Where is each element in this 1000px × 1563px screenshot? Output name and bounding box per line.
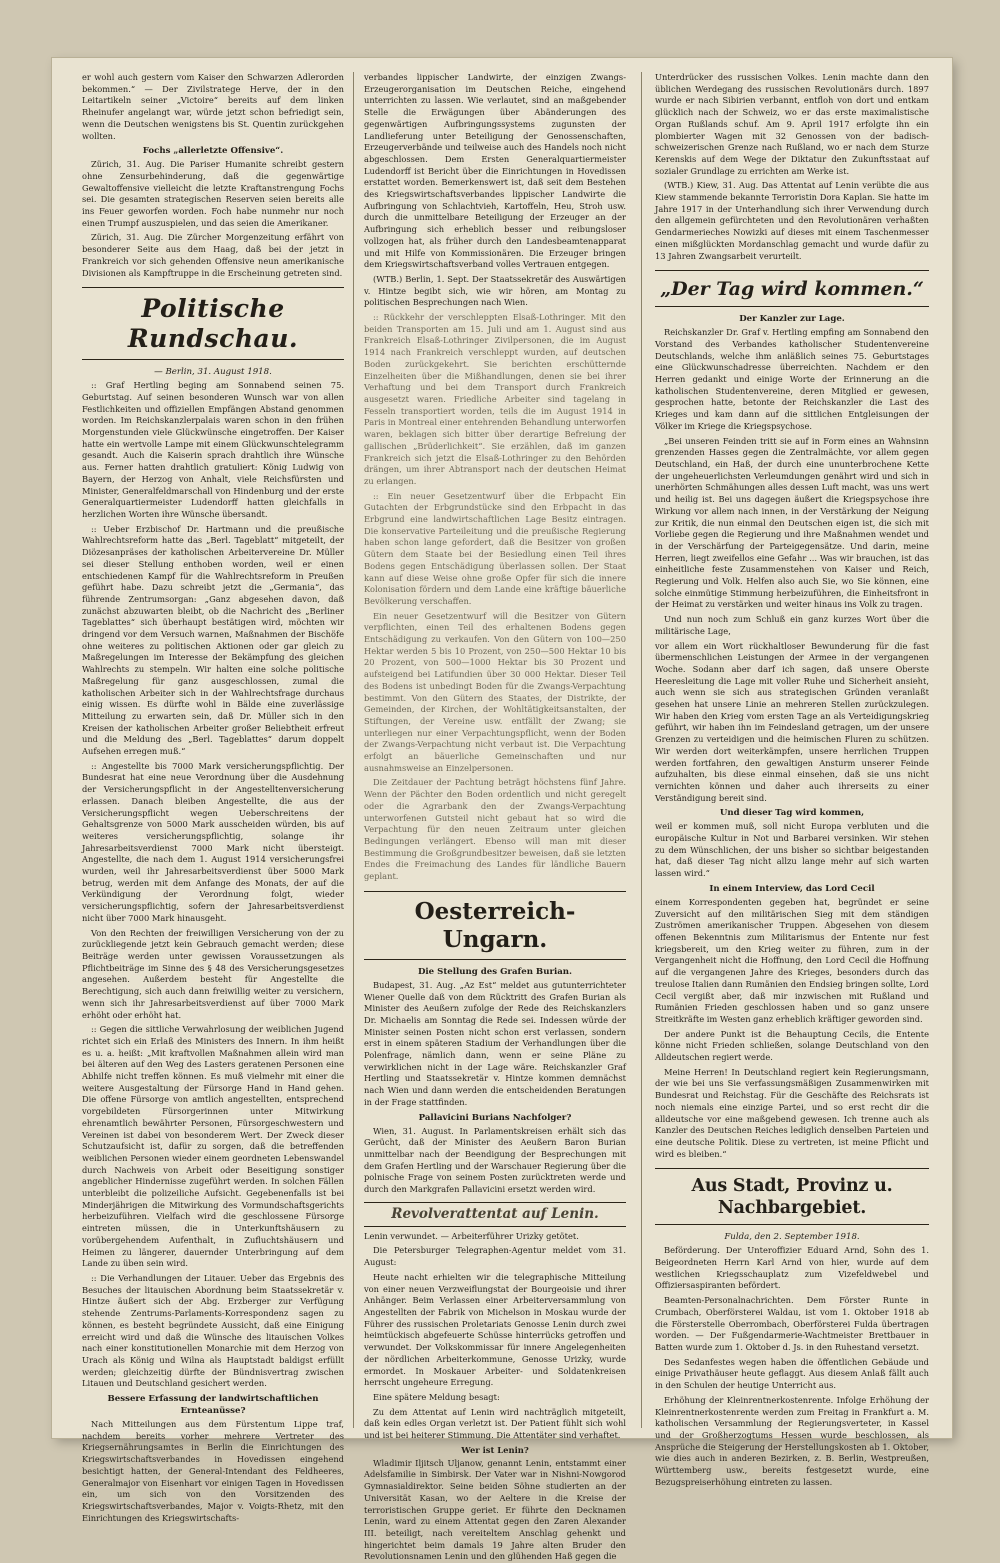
article-paragraph: Lenin verwundet. — Arbeiterführer Urizky getötet. [364,1230,579,1241]
article-paragraph: Die Petersburger Telegraphen-Agentur meldet vom 31. August: [364,1245,626,1268]
article-paragraph: verbandes lippischer Landwirte, der einzigen Zwangs-Erzeugerorganisation im Deutschen Reiche, eingehend unterrichten zu lassen. Wie verlautet, sind an maßgebender Stelle die Erwägungen über Abänderungen des gegenwärtigen Aufbringungssystems zugunsten der Landlieferung unter Beteiligung der Genossenschaften, Erzeugerverbände und teilweise auch des Handels noch nicht abgeschlossen. Dem Ersten Generalquartiermeister Ludendorff ist Bericht über die Einrichtungen in Hovedissen erstattet worden. Bemerkenswert ist, daß seit dem Bestehen des Kriegswirtschaftsverbandes lippischer Landwirte die Aufbringung von Schlachtvieh, Kartoffeln, Heu, Stroh usw. durch die unmittelbare Beteiligung der Erzeuger an der Aufbringung sich erheblich besser und reibungsloser vollzogen hat, als früher durch den Landesbeamtenapparat und mit Hilfe von Kommissionären. Die Erzeuger bringen dem Kriegswirtschaftsverband volles Vertrauen entgegen. [364,72,626,270]
article-paragraph: :: Gegen die sittliche Verwahrlosung der weiblichen Jugend richtet sich ein Erlaß des Ministers des Innern. In ihm heißt es u. a. heißt: „Mit kraftvollen Maßnahmen allein wird man bei älteren auf den Weg des Lasters geratenen Personen eine Abhilfe nicht treffen können. Es muß vielmehr mit einer die weitere Ausgestaltung der Fürsorge Hand in Hand gehen. Die offene Fürsorge von amtlich angestellten, entsprechend vorgebildeten Fürsorgerinnen unter Mitwirkung ehrenamtlich bewährter Personen, Fürsorgeschwestern und Vereinen ist dabei von besonderem Wert. Der Zweck dieser Schutzaufsicht ist, dafür zu sorgen, daß die betreffenden weiblichen Personen wieder einem geordneten Lebenswandel durch Nachweis von Arbeit oder Beseitigung sonstiger angeblicher Hindernisse zugeführt werden. In solchen Fällen unterbleibt die polizeiliche Aufsicht. Gegebenenfalls ist bei Minderjährigen die Mitwirkung des Vormundschaftsgerichts herbeizuführen. Vielfach wird die geschlossene Fürsorge eintreten müssen, die in Unterkunftshäusern zu vorübergehendem Aufenthalt, in Zufluchtshäusern und Heimen zu längerer, dauernder Unterbringung auf dem Lande zu üben sein wird. [82,1024,344,1269]
article-paragraph: Budapest, 31. Aug. „Az Est“ meldet aus gutunterrichteter Wiener Quelle daß von dem Rücktritt des Grafen Burian als Minister des Aeußern zufolge der Rede des Reichskanzlers Dr. Michaelis am Sonntag die Rede sei. Indessen würde der Minister seinen Posten nicht schon erst verlassen, sondern erst in einem späteren Stadium der Verhandlungen über die Polenfrage, nämlich dann, wenn er seine Pläne zu verwirklichen nicht in der Lage wäre. Reichskanzler Graf Hertling und Staatssekretär v. Hintze kommen demnächst nach Wien und dann werden die entscheidenden Beratungen in der Frage stattfinden. [364,979,626,1107]
dateline: — Berlin, 31. August 1918. [154,367,272,378]
column-rule [641,72,642,1428]
section-heading-aus-stadt-provinz: Aus Stadt, Provinz u. Nachbargebiet. [691,1176,893,1219]
article-paragraph: :: Angestellte bis 7000 Mark versicherungspflichtig. Der Bundesrat hat eine neue Verordnung über die Ausdehnung der Versicherungspflicht in der Angestelltenversicherung erlassen. Danach bleiben Angestellte, die aus der Versicherungspflicht wegen Ueberschreitens der Gehaltsgrenze von 5000 Mark ausscheiden würden, bis auf weiteres versicherungspflichtig, solange ihr Jahresarbeitsverdienst 7000 Mark nicht übersteigt. Angestellte, die nach dem 1. August 1914 versicherungsfrei wurden, weil ihr Jahresarbeitsverdienst über 5000 Mark betrug, werden mit dem Anfange des Monats, der auf die Verkündigung der Verordnung folgt, wieder versicherungspflichtig, sofern der Jahresarbeitsverdienst nicht über 7000 Mark hinausgeht. [82,760,344,923]
article-subheading: In einem Interview, das Lord Cecil [709,883,875,894]
article-paragraph: Heute nacht erhielten wir die telegraphische Mitteilung von einer neuen Verzweiflungstat der Bourgeoisie und ihrer Anhänger. Beim Verlassen einer Arbeiterversammlung von Angestellten der Fabrik von Michelson in Moskau wurde der Führer des russischen Proletariats Genosse Lenin durch zwei heimtückisch abgefeuerte Schüsse hinterrücks getroffen und verwundet. Der Volkskommissar für innere Angelegenheiten der nördlichen Arbeiterkommune, Genosse Urizky, wurde ermordet. In Moskauer Arbeiter- und Soldatenkreisen herrscht ungeheure Erregung. [364,1271,626,1388]
article-subheading: Die Stellung des Grafen Burian. [417,966,573,977]
article-paragraph: Unterdrücker des russischen Volkes. Lenin machte dann den üblichen Werdegang des russischen Revolutionärs durch. 1897 wurde er nach Sibirien verbannt, entfloh von dort und entkam glücklich nach der Schweiz, wo er das erste maximalistische Organ Rußlands schuf. Am 9. April 1917 erfolgte ihn ein plombierter Wagen mit 32 Genossen von der badisch-schweizerischen Grenze nach Rußland, wo er nach dem Sturze Kerenskis auf dem Wege der Diktatur den Zukunftsstaat auf sozialer Grundlage zu errichten am Werke ist. [655,72,929,176]
section-heading-revolverattentat: Revolverattentat auf Lenin. [391,1205,599,1222]
section-heading-box [82,287,344,360]
article-paragraph: er wohl auch gestern vom Kaiser den Schwarzen Adlerorden bekommen.“ — Der Zivilstratege Herve, der in den Leitartikeln seiner „Victoire“ bereits auf dem linken Rheinufer angelangt war, würde jetzt schon befriedigt sein, wenn die Deutschen wenigstens bis St. Quentin zurückgehen wollten. [82,72,344,141]
article-paragraph: Zürich, 31. Aug. Die Pariser Humanite schreibt gestern ohne Zensurbehinderung, daß die gegenwärtige Gewaltoffensive vielleicht die letzte Kraftanstrengung Fochs sei. Die gesamten strategischen Reserven seien bereits alle ins Feuer geworfen worden. Foch habe nunmehr nur noch einen Trumpf auszuspielen, und das seien die Amerikaner. [82,159,344,228]
article-paragraph: :: Die Verhandlungen der Litauer. Ueber das Ergebnis des Besuches der litauischen Abordnung beim Staatssekretär v. Hintze äußert sich der Abg. Erzberger zur Verfügung stehende Zentrums-Parlaments-Korrespondenz sagen zu können, es besteht begründete Aussicht, daß eine Einigung erreicht wird und daß die Wünsche des litauischen Volkes nach einer konstitutionellen Monarchie mit dem Herzog von Urach als König und Wilna als Hauptstadt baldigst erfüllt werden; gleichzeitig dürfte der Bündnisvertrag zwischen Litauen und Deutschland gesichert werden. [82,1272,344,1389]
article-paragraph: Wladimir Iljitsch Uljanow, genannt Lenin, entstammt einer Adelsfamilie in Simbirsk. Der Vater war in Nishni-Nowgorod Gymnasialdirektor. Seine beiden Söhne studierten an der Universität Kasan, wo der Aeltere in die Kreise der terroristischen Gruppe geriet. Er führte den Decknamen Lenin, ward zu einem Attentat gegen den Zaren Alexander III. beteiligt, nach vereiteltem Anschlag gehenkt und hingerichtet beim damals 19 Jahre alten Bruder den Revolutionsnamen Lenin und den glühenden Haß gegen die [364,1457,626,1562]
article-paragraph: Wien, 31. August. In Parlamentskreisen erhält sich das Gerücht, daß der Minister des Aeußern Baron Burian unmittelbar nach der Beendigung der Besprechungen mit dem Grafen Hertling und der Warschauer Regierung über die polnische Frage von seinem Posten zurücktreten werde und durch den Markgrafen Pallavicini ersetzt werden wird. [364,1125,626,1195]
article-paragraph: :: Graf Hertling beging am Sonnabend seinen 75. Geburtstag. Auf seinen besonderen Wunsch war von allen Festlichkeiten und offiziellen Empfängen Abstand genommen worden. Im Reichskanzlerpalais waren schon in den frühen Morgenstunden viele Glückwünsche eingetroffen. Der Kaiser hatte ein wertvolle Lampe mit einem Glückwunschtelegramm gesandt. Auch die Kaiserin sprach drahtlich ihre Wünsche aus. Ferner hatten drahtlich gratuliert: König Ludwig von Bayern, der Herzog von Anhalt, viele Reichsfürsten und Minister, Generalfeldmarschall von Hindenburg und der erste Generalquartiermeister Ludendorff hatten gleichfalls in herzlichen Worten ihre Wünsche übersandt. [82,380,344,519]
section-heading-politische-rundschau: Politische Rundschau. [127,294,299,354]
section-heading-box [364,891,626,960]
article-paragraph: Ein neuer Gesetzentwurf will die Besitzer von Gütern verpflichten, einen Teil des erhaltenen Bodens gegen Entschädigung zu verkaufen. Von den Gütern von 100—250 Hektar werden 5 bis 10 Prozent, von 250—500 Hektar 10 bis 20 Prozent, von 500—1000 Hektar bis 30 Prozent und aufsteigend bei Latifundien über 30 000 Hektar. Dieser Teil des Bodens ist unbedingt Boden für die Zwangs-Verpachtung bestimmt. Von den Gütern des Staates, der Distrikte, der Gemeinden, der Kirchen, der Wohltätigkeitsanstalten, der Stiftungen, der Vereine usw. entfällt der Zwang; sie unterliegen nur einer Verpachtungspflicht, wenn der Boden der Zwangs-Verpachtung nicht verbaut ist. Die Verpachtung erfolgt an bäuerliche Gemeinschaften und nur ausnahmsweise an Einzelpersonen. [364,610,626,773]
article-paragraph: Erhöhung der Kleinrentnerkostenrente. Infolge Erhöhung der Kleinrentnerkostenrente werden zum Freitag in Frankfurt a. M. katholischen Versammlung der Regierungsverteter, in Kassel und der Großherzogtums Hessen wurde beschlossen, als Ansprüche die Steigerung der Herstellungskosten ab 1. Oktober, wie dies auch in anderen Bezirken, z. B. Berlin, Westpreußen, Württemberg usw., bereits festgesetzt wurde, eine Bezugspreiserhöhung eintreten zu lassen. [655,1394,929,1487]
article-paragraph: einem Korrespondenten gegeben hat, begründet er seine Zuversicht auf den militärischen Sieg mit dem ständigen Zuströmen amerikanischer Truppen. Abgesehen von diesem offenen Bekenntnis zum Militarismus der Entente nur fest kriegsbereit, um den Krieg weiter zu führen, zum in der Vergangenheit nicht die Hoffnung, den Lord Cecil die Hoffnung auf die vergangenen Jahre des Krieges, besonders durch das treulose Italien dann Rumänien den Endsieg bringen sollte, Lord Cecil vergißt aber, daß mir inzwischen mit Rußland und Rumänien Frieden geschlossen haben und so ganz unsere Streitkräfte im Westen ganz erheblich kräftiger geworden sind. [655,896,929,1024]
section-heading-box [655,270,929,307]
article-paragraph: :: Ein neuer Gesetzentwurf über die Erbpacht Ein Gutachten der Erbgrundstücke sind den Erbpacht in das Erbgrund eine landwirtschaftlichen Lage Besitz eintragen. Die konservative Parteileitung und die preußische Regierung haben schon lange gefordert, daß die Besitzer von großen Gütern dem Staate bei der Besiedlung einen Teil ihres Bodens gegen Entschädigung überlassen sollen. Der Staat kann auf diese Weise ohne große Opfer für sich die innere Kolonisation fördern und dem Lande eine kräftige bäuerliche Bevölkerung verschaffen. [364,490,626,606]
article-paragraph: Zu dem Attentat auf Lenin wird nachträglich mitgeteilt, daß kein edles Organ verletzt ist. Der Patient fühlt sich wohl und ist bei heiterer Stimmung. Die Attentäter sind verhaftet. [364,1406,626,1441]
column-rule [353,72,354,1428]
article-paragraph: Meine Herren! In Deutschland regiert kein Regierungsmann, der wie bei uns Sie verfassungsmäßigen Zusammenwirken mit Bundesrat und Reichstag. Für die Geschäfte des Reichsrats ist noch niemals eine einzige Partei, und so erst recht dir die alldeutsche vor eine maßgebend gewesen. Ich trenne auch als Kanzler des Deutschen Reiches lediglich denselben Parteien und eine deutsche Politik. Diese zu vertreten, ist meine Pflicht und wird es bleiben.“ [655,1066,929,1159]
article-paragraph: (WTB.) Berlin, 1. Sept. Der Staatssekretär des Auswärtigen v. Hintze begibt sich, wie wir hören, am Montag zu politischen Besprechungen nach Wien. [364,273,626,308]
article-paragraph: Beförderung. Der Unteroffizier Eduard Arnd, Sohn des 1. Beigeordneten Herrn Karl Arnd von hier, wurde auf dem westlichen Kriegsschauplatz zum Vizefeldwebel und Offiziersaspiranten befördert. [655,1245,929,1291]
article-subheading: Und dieser Tag wird kommen, [719,808,865,819]
section-heading-box [364,1202,626,1227]
dateline: Fulda, den 2. September 1918. [724,1232,860,1243]
article-subheading: Pallavicini Burians Nachfolger? [418,1112,572,1123]
article-paragraph: vor allem ein Wort rückhaltloser Bewunderung für die fast übermenschlichen Leistungen der Armee in der vergangenen Woche. Sodann aber darf ich sagen, daß unsere Oberste Heeresleitung die Lage mit voller Ruhe und Sicherheit ansieht, auch wenn sie sich aus strategischen Gründen veranlaßt gesehen hat unsere Linie an mehreren Stellen zurückzulegen. Wir haben den Krieg vom ersten Tage an als Verteidigungskrieg geführt, wir haben ihn im Feindesland getragen, um der unsere Grenzen zu verteidigen und die heimischen Fluren zu schützen. Wir werden dort weiterkämpfen, unsere herrlichen Truppen werden fortfahren, den gewaltigen Ansturm unserer Feinde aufzuhalten, bis diese einmal einsehen, daß sie uns nicht vernichten können und daher auch ihrerseits zu einer Verständigung bereit sind. [655,640,929,803]
article-paragraph: Eine spätere Meldung besagt: [373,1391,500,1402]
article-paragraph: Von den Rechten der freiwilligen Versicherung von der zu zurückliegende jetzt kein Gebrauch gemacht werden; diese Beiträge werden unter gewissen Voraussetzungen als Pflichtbeiträge im Sinne des § 48 des Versicherungsgesetzes angesehen. Außerdem besteht für Angestellte die Berechtigung, sich auch dann freiwillig weiter zu versichern, wenn sich ihr Jahresarbeitsverdienst auf über 7000 Mark erhöht oder erhöht hat. [82,927,344,1020]
article-subheading: Der Kanzler zur Lage. [739,314,845,325]
article-paragraph: Und nun noch zum Schluß ein ganz kurzes Wort über die militärische Lage, [655,614,929,636]
article-paragraph: Des Sedanfestes wegen haben die öffentlichen Gebäude und einige Privathäuser heute geflaggt. Aus diesem Anlaß fällt auch in den Schulen der heutige Unterricht aus. [655,1356,929,1391]
article-paragraph: Die Zeitdauer der Pachtung beträgt höchstens fünf Jahre. Wenn der Pächter den Boden ordentlich und nicht geregelt oder die Agrarbank den der Zwangs-Verpachtung unterworfenen Gutsteil nicht gebaut hat so wird die Verpachtung für den neuen Zeitraum unter gleichen Bedingungen verlängert. Ebenso will man mit dieser Bestimmung die Großgrundbesitzer beweisen, daß sie letzten Endes die Freimachung des Landes für ländliche Bauern geplant. [364,777,626,882]
article-paragraph: „Bei unseren Feinden tritt sie auf in Form eines an Wahnsinn grenzenden Hasses gegen die Zentralmächte, vor allem gegen Deutschland, ein Haß, der durch eine ununterbrochene Kette der ungeheuerlichsten Verleumdungen genährt wird und sich in unerhörten Schmähungen alles dessen Luft macht, was uns wert und heilig ist. Bei uns dagegen äußert die Kriegspsychose ihre Wirkung vor allem nach innen, in der Verstärkung der Neigung zur Kritik, die nun einmal den Deutschen eigen ist, die sich mit Vorliebe gegen die Regierung und ihre Maßnahmen wendet und in der Verschärfung der Parteigegensätze. Und darin, meine Herren, liegt zweifellos eine Gefahr ... Was wir brauchen, ist das einheitliche feste Zusammenstehen von Kaiser und Reich, Regierung und Volk. Helfen also auch Sie, wo Sie können, eine solche einmütige Stimmung herbeizuführen, die Einheitsfront in der Heimat zu verstärken und weiter hinaus ins Volk zu tragen. [655,435,929,610]
article-subheading: Wer ist Lenin? [461,1444,529,1455]
article-paragraph: Nach Mitteilungen aus dem Fürstentum Lippe traf, nachdem bereits vorher mehrere Vertreter des Kriegsernährungsamtes in Berlin die Einrichtungen des Kriegswirtschaftsverbandes in Hovedissen eingehend besichtigt hatten, der General-Intendant des Feldheeres, Generalmajor von Eisenhart vor einigen Tagen in Hovedissen ein, um sich von den Vorsitzenden des Kriegswirtschaftsverbandes, Major v. Voigts-Rhetz, mit den Einrichtungen des Kriegswirtschafts- [82,1419,344,1523]
newspaper-page [52,58,952,1562]
article-paragraph: weil er kommen muß, soll nicht Europa verbluten und die europäische Kultur in Not und Barbarei versinken. Wir stehen zu dem Wünschlichen, der uns bisher so sichtbar beigestanden hat, daß dieser Tag nicht allzu lange mehr auf sich warten lassen wird.“ [655,821,929,879]
article-paragraph: Beamten-Personalnachrichten. Dem Förster Runte in Crumbach, Oberförsterei Waldau, ist vom 1. Oktober 1918 ab die Försterstelle Oberrombach, Oberförsterei Fulda übertragen worden. — Der Fußgendarmerie-Wachtmeister Brettbauer in Batten wurde zum 1. Oktober d. Js. in den Ruhestand versetzt. [655,1295,929,1352]
column-right [655,72,929,1487]
article-paragraph: Zürich, 31. Aug. Die Zürcher Morgenzeitung erfährt von besonderer Seite aus dem Haag, daß bei der jetzt in Frankreich vor sich gehenden Offensive neun amerikanische Divisionen als Kampftruppe in die Erscheinung getreten sind. [82,232,344,278]
article-paragraph: Reichskanzler Dr. Graf v. Hertling empfing am Sonnabend den Vorstand des Verbandes katholischer Studentenvereine Deutschlands, welche ihm anläßlich seines 75. Geburtstages eine Glückwunschadresse überreichten. Nachdem er den Herren gedankt und einige Worte der Erinnerung an die katholischen Studentenvereine, deren Mitglied er gewesen, gesprochen hatte, betonte der Reichskanzler die Last des Krieges und kam dann auf die sittlichen Entgleisungen der Völker im Kriege die Kriegspsychose. [655,327,929,431]
article-paragraph: Der andere Punkt ist die Behauptung Cecils, die Entente könne nicht Frieden schließen, solange Deutschland von den Alldeutschen regiert werde. [655,1028,929,1063]
column-left [82,72,344,1523]
section-heading-oesterreich-ungarn: Oesterreich-Ungarn. [414,897,576,953]
column-middle [364,72,626,1562]
section-heading-der-tag-wird-kommen: „Der Tag wird kommen.“ [660,278,924,301]
article-subheading: Fochs „allerletzte Offensive“. [142,146,284,157]
article-paragraph: :: Rückkehr der verschleppten Elsaß-Lothringer. Mit den beiden Transporten am 15. Juli und am 1. August sind aus Frankreich Elsaß-Lothringer Zivilpersonen, die im August 1914 nach Frankreich verschleppt wurden, auf deutschen Boden zurückgekehrt. Sie berichten erschütternde Einzelheiten über die Mißhandlungen, denen sie bei ihrer Verhaftung und bei dem Transport durch Frankreich ausgesetzt waren. Friedliche Arbeiter sind tagelang in Fesseln transportiert worden, teils die im August 1914 in Paris in Montreal einer entehrenden Behandlung unterworfen waren, beklagen sich bitter über derartige Befreiung der gallischen „Brüderlichkeit“. Sie erzählen, daß im ganzen Frankreich sich jetzt die Elsaß-Lothringer zu den Behörden drängen, um ihrer Abtransport nach der deutschen Heimat zu erlangen. [364,312,626,486]
section-heading-box [655,1168,929,1225]
article-paragraph: (WTB.) Kiew, 31. Aug. Das Attentat auf Lenin verübte die aus Kiew stammende bekannte Terroristin Dora Kaplan. Sie hatte im Jahre 1917 in der Unterhandlung sich ihrer Verwendung durch den allgemein gefürchteten und den Revolutionären verhaßten Gendarmerieches Nowizki auf dieses mit einem Taschenmesser einen mißglückten Mordanschlag gemacht und wurde dafür zu 13 Jahren Zwangsarbeit verurteilt. [655,180,929,261]
article-subheading: Bessere Erfassung der landwirtschaftlichen Ernteanüsse? [107,1394,319,1417]
article-paragraph: :: Ueber Erzbischof Dr. Hartmann und die preußische Wahlrechtsreform hatte das „Berl. Tageblatt“ mitgeteilt, der Diözesanpräses der katholischen Arbeitervereine Dr. Müller sei dieser Stellung enthoben worden, weil er einen entschiedenen Kampf für die Wahlrechtsreform in Preußen geführt habe. Dazu schreibt jetzt die „Germania“, das führende Zentrumsorgan: „Ganz abgesehen davon, daß zunächst abzuwarten bleibt, ob die Nachricht des „Berliner Tageblattes“ sich überhaupt bestätigen wird, möchten wir dringend vor dem Versuch warnen, Maßnahmen der Bischöfe ohne weiteres zu politischen Aktionen oder gar gleich zu Maßregelungen im Interesse der Bekämpfung des gleichen Wahlrechts zu stempeln. Wir halten eine solche politische Maßregelung für ganz ausgeschlossen, zumal die katholischen Arbeiter sich in der Wahlrechtsfrage durchaus einig wissen. Es dürfte wohl in Bälde eine zuverlässige Mitteilung zu erwarten sein, daß Dr. Müller sich in den Kreisen der katholischen Arbeiter großer Beliebtheit erfreut und die Meldung des „Berl. Tageblattes“ darum doppelt Aufsehen erregen muß.“ [82,523,344,757]
